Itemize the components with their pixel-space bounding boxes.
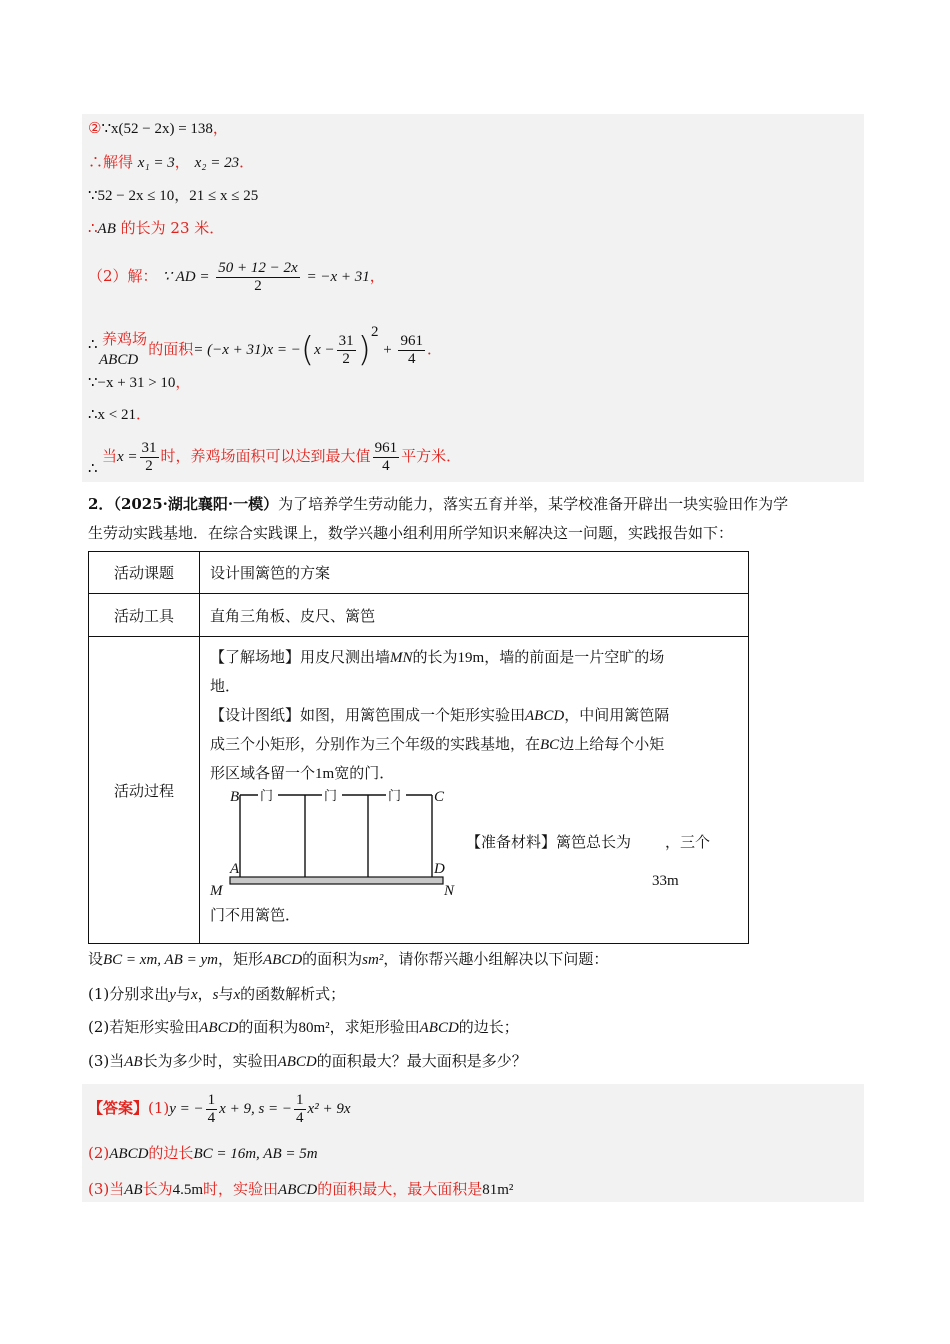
rect-abcd: ABCD	[419, 1020, 459, 1036]
process-line: 门不用篱笆．	[210, 906, 301, 924]
solution-line-8	[88, 404, 151, 425]
fraction	[294, 1092, 306, 1127]
text: 的面积最大，最大面积是	[317, 1180, 483, 1198]
text: 成三个小矩形，分别作为三个年级的实践基地，在	[210, 735, 541, 753]
root-1: x₁ = 3	[137, 155, 175, 171]
var: x	[233, 987, 241, 1003]
rect-abcd: ABCD	[199, 1020, 239, 1036]
text: 边上给每个小矩	[559, 735, 665, 753]
label-m: M	[210, 883, 223, 899]
plus: +	[383, 342, 392, 358]
question-2-line-2	[88, 522, 733, 544]
question-text: 为了培养学生劳动能力，落实五育并举，某学校准备开辟出一块实验田作为学	[278, 495, 789, 513]
fraction	[206, 1092, 218, 1127]
process-line	[210, 705, 669, 726]
text: (3)当	[88, 1052, 125, 1070]
fence-diagram	[208, 789, 458, 901]
text: (2)若矩形实验田	[88, 1018, 200, 1036]
segment-ab: AB	[124, 1054, 143, 1070]
part-label: （2）解：	[88, 267, 158, 285]
text: 时，养鸡场面积可以达到最大值	[160, 447, 371, 465]
text: 长为多少时，实验田	[142, 1052, 278, 1070]
value: 81m²	[482, 1182, 514, 1198]
punct: ，	[369, 267, 385, 285]
rect-abcd: ABCD	[525, 708, 565, 724]
question-source: （2025·湖北襄阳·一模）	[113, 495, 279, 513]
text: ，中间用篱笆隔	[564, 706, 670, 724]
answer-label: 【答案】	[88, 1099, 149, 1117]
process-line	[210, 763, 394, 784]
segment-ab: AB	[97, 221, 116, 237]
root-2: x₂ = 23	[194, 155, 240, 171]
punct: ．	[426, 340, 442, 358]
value: 80m²	[298, 1020, 330, 1036]
process-line	[210, 734, 664, 755]
row-label: 活动课题	[89, 552, 200, 594]
text: ，请你帮兴趣小组解决以下问题：	[383, 950, 609, 968]
question-text: 生劳动实践基地．在综合实践课上，数学兴趣小组利用所学知识来解决这一问题，实践报告如下：	[88, 524, 734, 542]
punct: ．	[239, 153, 255, 171]
numerator: 1	[207, 1091, 216, 1108]
fence-total-value: 33m	[652, 873, 679, 889]
process-content	[200, 637, 748, 943]
denominator: 4	[207, 1109, 216, 1126]
solution-line-3	[88, 185, 258, 206]
question-2-line-1	[88, 493, 788, 515]
equation: x + 9, s = −	[219, 1101, 293, 1117]
var: x	[190, 987, 198, 1003]
variables: BC = xm, AB = ym	[103, 952, 218, 968]
denominator: 4	[382, 457, 390, 474]
fraction	[216, 260, 299, 295]
text: 形区域各留一个	[210, 764, 316, 782]
numerator: 31	[141, 439, 157, 456]
area-eq: = (−x + 31)x = −	[193, 342, 301, 358]
solution-line-4	[88, 218, 224, 239]
denominator: 2	[342, 350, 350, 367]
solution-line-7	[88, 372, 190, 393]
label-n: N	[444, 883, 455, 899]
label-a: A	[230, 861, 240, 877]
inner: x −	[314, 342, 335, 358]
door-label: 门	[260, 789, 274, 804]
text: 长为	[142, 1180, 173, 1198]
row-label: 活动过程	[89, 637, 200, 944]
text: ，三个	[665, 833, 711, 851]
text: 【设计图纸】如图，用篱笆围成一个矩形实验田	[210, 706, 526, 724]
process-cell	[200, 637, 749, 944]
text: 养鸡场	[102, 330, 148, 348]
text: 的面积最大？最大面积是多少？	[316, 1052, 527, 1070]
solution-line-5	[88, 256, 385, 297]
text: ∴解得	[88, 153, 134, 171]
text: 的面积为	[238, 1018, 299, 1036]
label-b: B	[230, 789, 240, 805]
part-number: (1)	[148, 1099, 170, 1117]
punct: ，	[175, 373, 191, 391]
rect-abcd: ABCD	[278, 1182, 318, 1198]
solution-line-1	[88, 118, 228, 139]
var: y	[169, 987, 176, 1003]
text: 【了解场地】用皮尺测出墙	[210, 648, 391, 666]
door-label: 门	[388, 789, 402, 804]
table-row	[89, 594, 749, 637]
row-value: 设计围篱笆的方案	[200, 552, 749, 594]
setup-line	[88, 948, 608, 971]
therefore: ∴	[88, 335, 98, 353]
value: 4.5m	[172, 1182, 204, 1198]
punct: ，	[212, 119, 228, 137]
text: 【准备材料】篱笆总长为	[466, 833, 632, 851]
numerator: 31	[338, 332, 354, 349]
text: ，	[197, 985, 213, 1003]
label-c: C	[434, 789, 445, 805]
text: 的边长	[148, 1144, 194, 1162]
fraction	[140, 440, 159, 475]
text: 的函数解析式；	[240, 985, 346, 1003]
part-number: (2)	[88, 1144, 110, 1162]
numerator: 1	[296, 1091, 304, 1108]
denominator: 4	[296, 1109, 304, 1126]
text: 平方米．	[401, 447, 462, 465]
rect-abcd: ABCD	[99, 352, 139, 368]
solution-line-6: ∴ 养鸡场ABCD的面积= (−x + 31)x = −(x − $\frac{31}{2}$ )$^2$ + $\frac{961}{4}$ ．	[88, 312, 442, 370]
process-line	[210, 647, 664, 668]
denominator: 4	[407, 350, 416, 367]
segment-mn: MN	[390, 650, 413, 666]
rect-abcd: ABCD	[109, 1146, 149, 1162]
rect-abcd: ABCD	[262, 952, 303, 968]
fraction	[337, 333, 356, 368]
x-eq: x =	[117, 449, 138, 465]
rect-abcd: ABCD	[277, 1054, 317, 1070]
process-line	[466, 832, 710, 852]
answer-line-1	[88, 1088, 350, 1129]
process-line: 地．	[210, 677, 241, 695]
text: 的长为	[412, 648, 458, 666]
answer-box	[82, 1084, 864, 1202]
inequality: ∵−x + 31 > 10	[88, 375, 176, 391]
fraction	[373, 440, 400, 475]
ad-result: = −x + 31	[306, 269, 370, 285]
fraction	[398, 333, 425, 368]
therefore: ∴	[88, 459, 98, 477]
solution-line-9	[88, 436, 461, 477]
text: 当	[102, 447, 118, 465]
denominator: 2	[254, 277, 262, 294]
text: 设	[88, 950, 104, 968]
answer-line-2	[88, 1143, 318, 1164]
text: ，求矩形验田	[329, 1018, 420, 1036]
denominator: 2	[145, 457, 153, 474]
equation: y = −	[169, 1101, 204, 1117]
row-value: 直角三角板、皮尺、篱笆	[200, 594, 749, 637]
value: 1m	[315, 766, 335, 782]
text: 的面积	[148, 340, 194, 358]
text: (3)当	[88, 1180, 125, 1198]
table-row	[89, 637, 749, 944]
question-number: 2．	[88, 495, 114, 513]
solution-box-part1	[82, 114, 864, 482]
segment-ab: AB	[124, 1182, 143, 1198]
inequality: ∵52 − 2x ≤ 10，21 ≤ x ≤ 25	[88, 188, 259, 204]
label-d: D	[434, 861, 445, 877]
equation: ∵x(52 − 2x) = 138	[101, 121, 213, 137]
area-var: sm²	[362, 952, 384, 968]
conclusion: 的长为 23 米．	[120, 219, 225, 237]
text: 宽的门．	[334, 764, 395, 782]
therefore: ∴	[88, 219, 98, 237]
exponent: 2	[370, 324, 379, 340]
numerator: 961	[400, 332, 423, 349]
text: 与	[218, 985, 234, 1003]
subquestion-3	[88, 1050, 527, 1073]
var: s	[212, 987, 219, 1003]
text: 的边长；	[458, 1018, 519, 1036]
inequality: ∴x < 21	[88, 407, 137, 423]
subquestion-2	[88, 1016, 519, 1039]
text: ，墙的前面是一片空旷的场	[484, 648, 665, 666]
table-row	[89, 552, 749, 594]
punct: ．	[136, 405, 152, 423]
punct: ，	[174, 153, 190, 171]
door-label: 门	[324, 789, 338, 804]
numerator: 961	[374, 439, 398, 456]
value: 19m	[457, 650, 485, 666]
ad-eq: ∵ AD =	[162, 269, 210, 285]
numerator: 50 + 12 − 2x	[218, 259, 298, 276]
wall-mn	[230, 877, 443, 884]
text: (1)分别求出	[88, 985, 170, 1003]
text: 与	[175, 985, 191, 1003]
text: 的面积为	[302, 950, 363, 968]
equation: x² + 9x	[307, 1101, 351, 1117]
subquestion-1	[88, 983, 345, 1006]
answer-line-3	[88, 1179, 513, 1200]
text: ，矩形	[217, 950, 263, 968]
practice-report-table	[88, 551, 749, 944]
row-label: 活动工具	[89, 594, 200, 637]
solution-line-2	[88, 152, 254, 173]
circled-two: ②	[88, 119, 102, 137]
segment-bc: BC	[540, 737, 560, 753]
side-lengths: BC = 16m, AB = 5m	[193, 1146, 318, 1162]
text: 时，实验田	[203, 1180, 279, 1198]
